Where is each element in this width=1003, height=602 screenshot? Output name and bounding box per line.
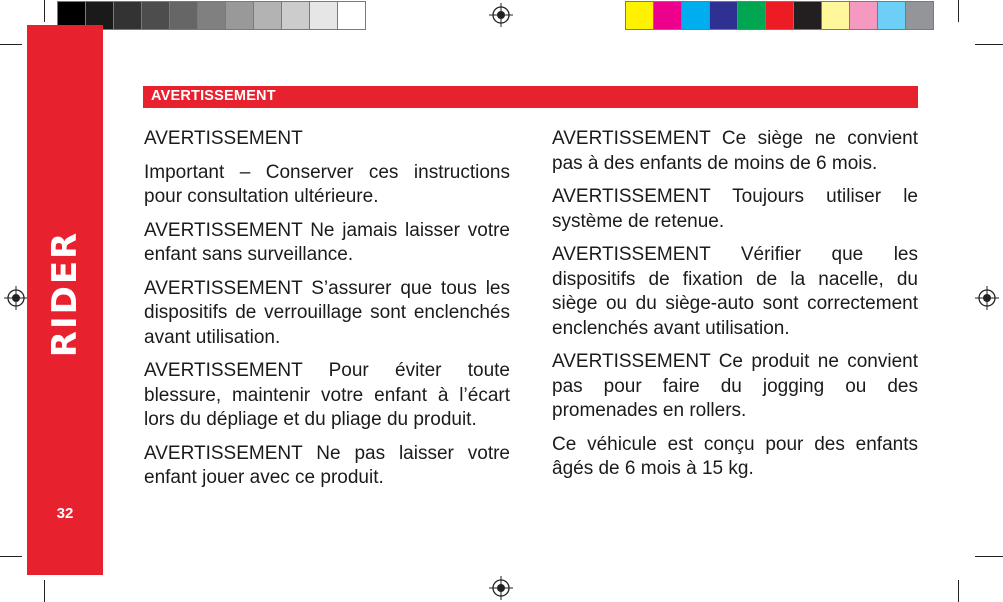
gray-swatch xyxy=(141,1,170,30)
color-swatch xyxy=(737,1,766,30)
process-color-bar xyxy=(625,1,933,30)
warning-title: AVERTISSEMENT xyxy=(144,128,303,149)
section-header-bar xyxy=(143,86,918,108)
gray-swatch xyxy=(169,1,198,30)
gray-swatch xyxy=(337,1,366,30)
crop-mark xyxy=(0,556,22,557)
warning-paragraph: AVERTISSEMENT Ce produit ne convient pas pour faire du jogging ou des promenades en rollers. xyxy=(552,351,918,421)
registration-target-icon xyxy=(975,286,999,310)
page-number: 32 xyxy=(56,505,74,522)
crop-mark xyxy=(0,44,22,45)
warning-paragraph: AVERTISSEMENT Pour éviter toute blessure, maintenir votre enfant à l’écart lors du dépliage et du pliage du produit. xyxy=(144,360,510,430)
usage-paragraph: Ce véhicule est conçu pour des enfants âgés de 6 mois à 15 kg. xyxy=(552,433,918,479)
right-text-column xyxy=(552,127,918,491)
grayscale-color-bar xyxy=(57,1,365,30)
warning-paragraph: AVERTISSEMENT Toujours utiliser le système de retenue. xyxy=(552,186,918,232)
gray-swatch xyxy=(309,1,338,30)
gray-swatch xyxy=(113,1,142,30)
color-swatch xyxy=(681,1,710,30)
crop-mark xyxy=(958,580,959,602)
section-header-label: AVERTISSEMENT xyxy=(151,88,276,104)
color-swatch xyxy=(653,1,682,30)
crop-mark xyxy=(44,0,45,22)
registration-target-icon xyxy=(4,286,28,310)
warning-paragraph: AVERTISSEMENT Ne jamais laisser votre enfant sans surveillance. xyxy=(144,219,510,265)
registration-target-icon xyxy=(489,3,513,27)
warning-paragraph: AVERTISSEMENT S’assurer que tous les dispositifs de verrouillage sont enclenchés avant utilisation. xyxy=(144,277,510,348)
warning-paragraph: AVERTISSEMENT Ne pas laisser votre enfant jouer avec ce produit. xyxy=(144,442,510,488)
gray-swatch xyxy=(197,1,226,30)
registration-target-icon xyxy=(489,576,513,600)
color-swatch xyxy=(877,1,906,30)
left-text-column xyxy=(144,127,510,500)
color-swatch xyxy=(625,1,654,30)
crop-mark xyxy=(975,556,1003,557)
product-name-vertical: RIDER xyxy=(45,230,85,358)
color-swatch xyxy=(905,1,934,30)
warning-paragraph: AVERTISSEMENT Ce siège ne convient pas à des enfants de moins de 6 mois. xyxy=(552,128,918,174)
warning-paragraph: AVERTISSEMENT Vérifier que les dispositifs de fixation de la nacelle, du siège ou du siège-auto sont correctement enclenchés avant utilisation. xyxy=(552,244,918,339)
gray-swatch xyxy=(281,1,310,30)
gray-swatch xyxy=(253,1,282,30)
crop-mark xyxy=(958,0,959,22)
crop-mark xyxy=(44,580,45,602)
color-swatch xyxy=(821,1,850,30)
crop-mark xyxy=(975,44,1003,45)
color-swatch xyxy=(793,1,822,30)
color-swatch xyxy=(849,1,878,30)
color-swatch xyxy=(765,1,794,30)
warning-paragraph: Important – Conserver ces instructions pour consultation ultérieure. xyxy=(144,161,510,207)
color-swatch xyxy=(709,1,738,30)
gray-swatch xyxy=(225,1,254,30)
